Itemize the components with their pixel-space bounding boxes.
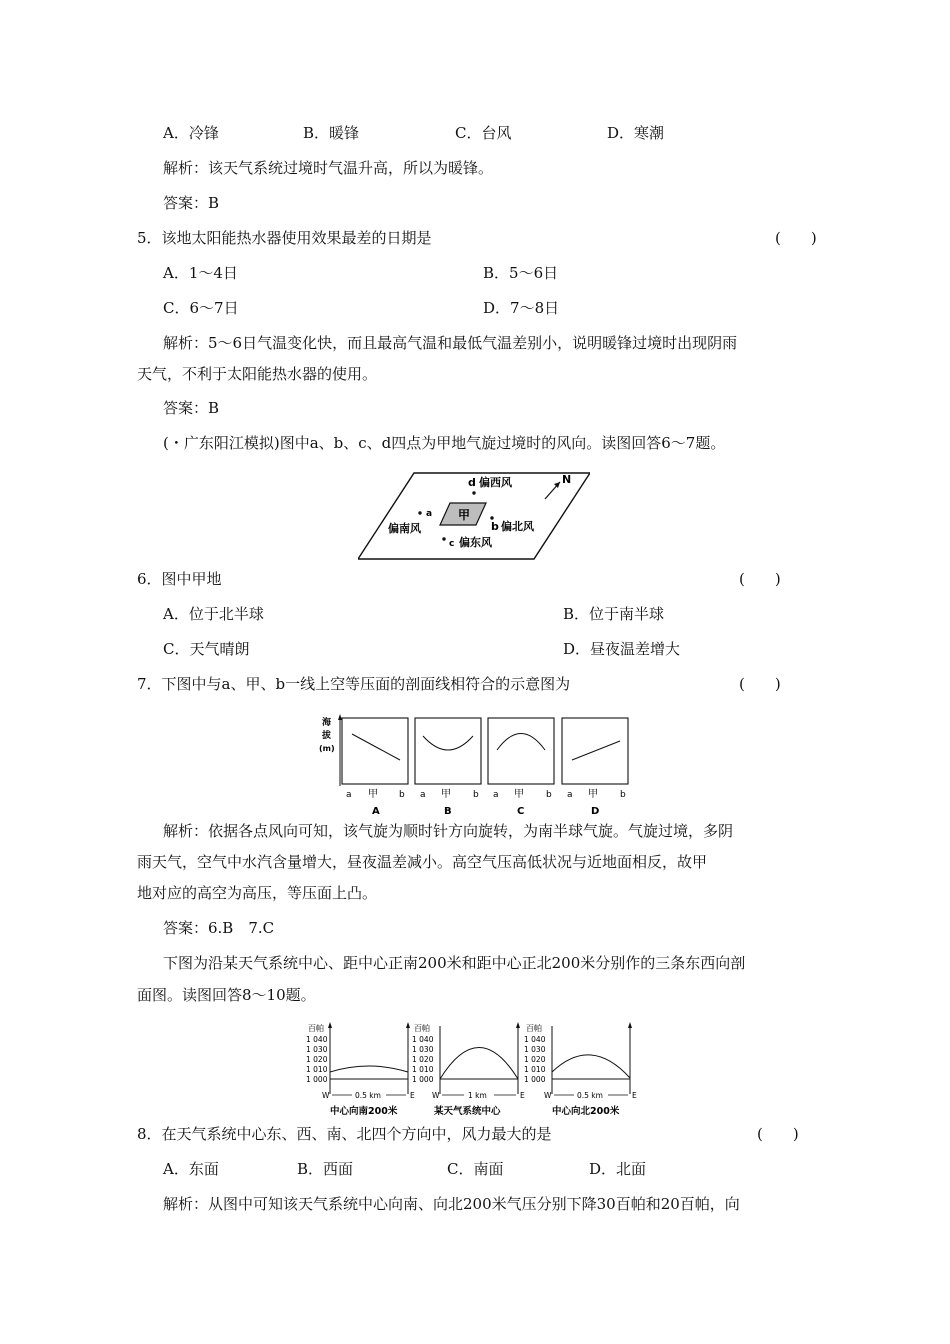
axis-arrow-icon (628, 1022, 632, 1028)
option-a: A．位于北半球 (163, 605, 264, 623)
panel-label: C (517, 806, 525, 817)
unit-label: 百帕 (526, 1024, 542, 1033)
answer-blank: ( ) (757, 1125, 799, 1143)
section-caption: 中心向北200米 (552, 1106, 620, 1117)
section-south (306, 1022, 415, 1117)
section-caption: 某天气系统中心 (434, 1106, 501, 1117)
question-stem: 5．该地太阳能热水器使用效果最差的日期是 (137, 229, 432, 247)
y-axis-label: 拔 (322, 731, 332, 741)
x-tick-jia: 甲 (441, 789, 451, 800)
y-tick: 1 020 (412, 1055, 434, 1064)
analysis-text: 解析：依据各点风向可知，该气旋为顺时针方向旋转，为南半球气旋。气旋过境，多阴 (163, 822, 734, 840)
x-tick-a: a (567, 790, 573, 800)
jia-label: 甲 (458, 508, 471, 522)
question-stem: 7．下图中与a、甲、b一线上空等压面的剖面线相符合的示意图为 (137, 675, 571, 693)
axis-arrow-icon (328, 1022, 332, 1028)
answer-blank: ( ) (775, 229, 817, 247)
option-b: B．暖锋 (303, 124, 360, 142)
isobar-line (572, 741, 620, 760)
panel-label: D (591, 806, 600, 817)
option-c: C．南面 (447, 1160, 504, 1178)
pressure-section-figure (300, 1020, 645, 1118)
option-b: B．5～6日 (483, 264, 559, 282)
question-stem: 8．在天气系统中心东、西、南、北四个方向中，风力最大的是 (137, 1125, 552, 1143)
north-label: N (562, 473, 572, 486)
option-c: C．天气晴朗 (163, 640, 250, 658)
axis-arrow-icon (406, 1022, 410, 1028)
answer-blank: ( ) (739, 570, 781, 588)
answer-text: 答案：B (163, 399, 220, 417)
option-d: D．昼夜温差增大 (563, 640, 681, 658)
y-tick: 1 000 (524, 1075, 546, 1084)
point-d (472, 491, 475, 494)
pressure-curve (330, 1066, 408, 1072)
y-tick: 1 010 (306, 1065, 328, 1074)
isobar-profile-figure (316, 710, 634, 822)
y-tick: 1 040 (524, 1035, 546, 1044)
y-tick: 1 030 (412, 1045, 434, 1054)
west-label: W (432, 1091, 440, 1100)
wind-c-label: 偏东风 (459, 536, 492, 549)
y-tick: 1 030 (524, 1045, 546, 1054)
span-label: 0.5 km (577, 1091, 603, 1100)
panel-label: B (444, 806, 452, 817)
analysis-text: 天气，不利于太阳能热水器的使用。 (137, 365, 378, 383)
option-d: D．7～8日 (483, 299, 560, 317)
question-intro: 下图为沿某天气系统中心、距中心正南200米和距中心正北200米分别作的三条东西向剖 (163, 954, 746, 972)
y-tick: 1 040 (306, 1035, 328, 1044)
point-d-label: d (468, 476, 476, 489)
unit-label: 百帕 (414, 1024, 430, 1033)
span-label: 0.5 km (355, 1091, 381, 1100)
y-axis-label: 海 (322, 718, 332, 728)
wind-a-label: 偏南风 (388, 522, 421, 535)
cyclone-wind-figure (358, 470, 590, 562)
point-b-label: b (491, 520, 499, 533)
option-c: C．6～7日 (163, 299, 239, 317)
question-stem: 6．图中甲地 (137, 570, 222, 588)
y-tick: 1 010 (412, 1065, 434, 1074)
x-tick-b: b (399, 790, 405, 800)
isobar-line (352, 734, 400, 760)
section-north (524, 1022, 637, 1117)
panel-b (415, 718, 481, 817)
y-axis-arrow-icon (338, 714, 342, 720)
x-tick-a: a (420, 790, 426, 800)
x-tick-b: b (473, 790, 479, 800)
option-a: A．冷锋 (163, 124, 219, 142)
answer-text: 答案：B (163, 194, 220, 212)
analysis-text: 解析：5～6日气温变化快，而且最高气温和最低气温差别小，说明暖锋过境时出现阴雨 (163, 334, 738, 352)
east-label: E (632, 1091, 637, 1100)
option-b: B．位于南半球 (563, 605, 665, 623)
y-tick: 1 040 (412, 1035, 434, 1044)
unit-label: 百帕 (308, 1024, 324, 1033)
y-tick: 1 000 (412, 1075, 434, 1084)
x-tick-b: b (546, 790, 552, 800)
panel-label: A (372, 806, 380, 817)
x-tick-a: a (493, 790, 499, 800)
point-c (442, 537, 445, 540)
east-label: E (410, 1091, 415, 1100)
answer-blank: ( ) (739, 675, 781, 693)
west-label: W (322, 1091, 330, 1100)
wind-d-label: 偏西风 (479, 476, 512, 489)
east-label: E (520, 1091, 525, 1100)
section-center (412, 1022, 525, 1117)
panel-c (488, 718, 554, 817)
analysis-text: 解析：从图中可知该天气系统中心向南、向北200米气压分别下降30百帕和20百帕，向 (163, 1195, 740, 1213)
west-label: W (544, 1091, 552, 1100)
option-d: D．北面 (589, 1160, 647, 1178)
x-tick-jia: 甲 (514, 789, 524, 800)
option-a: A．1～4日 (163, 264, 238, 282)
y-tick: 1 030 (306, 1045, 328, 1054)
y-tick: 1 010 (524, 1065, 546, 1074)
isobar-line (497, 734, 545, 751)
panel-d (562, 718, 628, 817)
x-tick-a: a (346, 790, 352, 800)
span-label: 1 km (468, 1091, 487, 1100)
wind-b-label: 偏北风 (501, 520, 534, 533)
x-tick-jia: 甲 (588, 789, 598, 800)
section-caption: 中心向南200米 (330, 1106, 398, 1117)
option-a: A．东面 (163, 1160, 219, 1178)
analysis-text: 雨天气，空气中水汽含量增大，昼夜温差减小。高空气压高低状况与近地面相反，故甲 (137, 853, 708, 871)
analysis-text: 地对应的高空为高压，等压面上凸。 (137, 884, 378, 902)
y-tick: 1 020 (524, 1055, 546, 1064)
y-tick: 1 000 (306, 1075, 328, 1084)
option-d: D．寒潮 (607, 124, 665, 142)
pressure-curve (552, 1055, 630, 1078)
option-b: B．西面 (297, 1160, 354, 1178)
y-tick: 1 020 (306, 1055, 328, 1064)
answer-text: 答案：6.B 7.C (163, 919, 275, 937)
analysis-text: 解析：该天气系统过境时气温升高，所以为暖锋。 (163, 159, 494, 177)
y-axis-label: (m) (319, 744, 335, 753)
point-c-label: c (449, 539, 455, 549)
question-intro: 面图。读图回答8～10题。 (137, 986, 316, 1004)
x-tick-jia: 甲 (368, 789, 378, 800)
x-tick-b: b (620, 790, 626, 800)
point-a (418, 511, 421, 514)
question-intro: (・广东阳江模拟)图中a、b、c、d四点为甲地气旋过境时的风向。读图回答6～7题。 (163, 434, 726, 452)
isobar-line (423, 736, 473, 750)
point-a-label: a (426, 509, 433, 519)
axis-arrow-icon (516, 1022, 520, 1028)
panel-a (342, 718, 408, 817)
pressure-curve (440, 1048, 518, 1080)
option-c: C．台风 (455, 124, 512, 142)
